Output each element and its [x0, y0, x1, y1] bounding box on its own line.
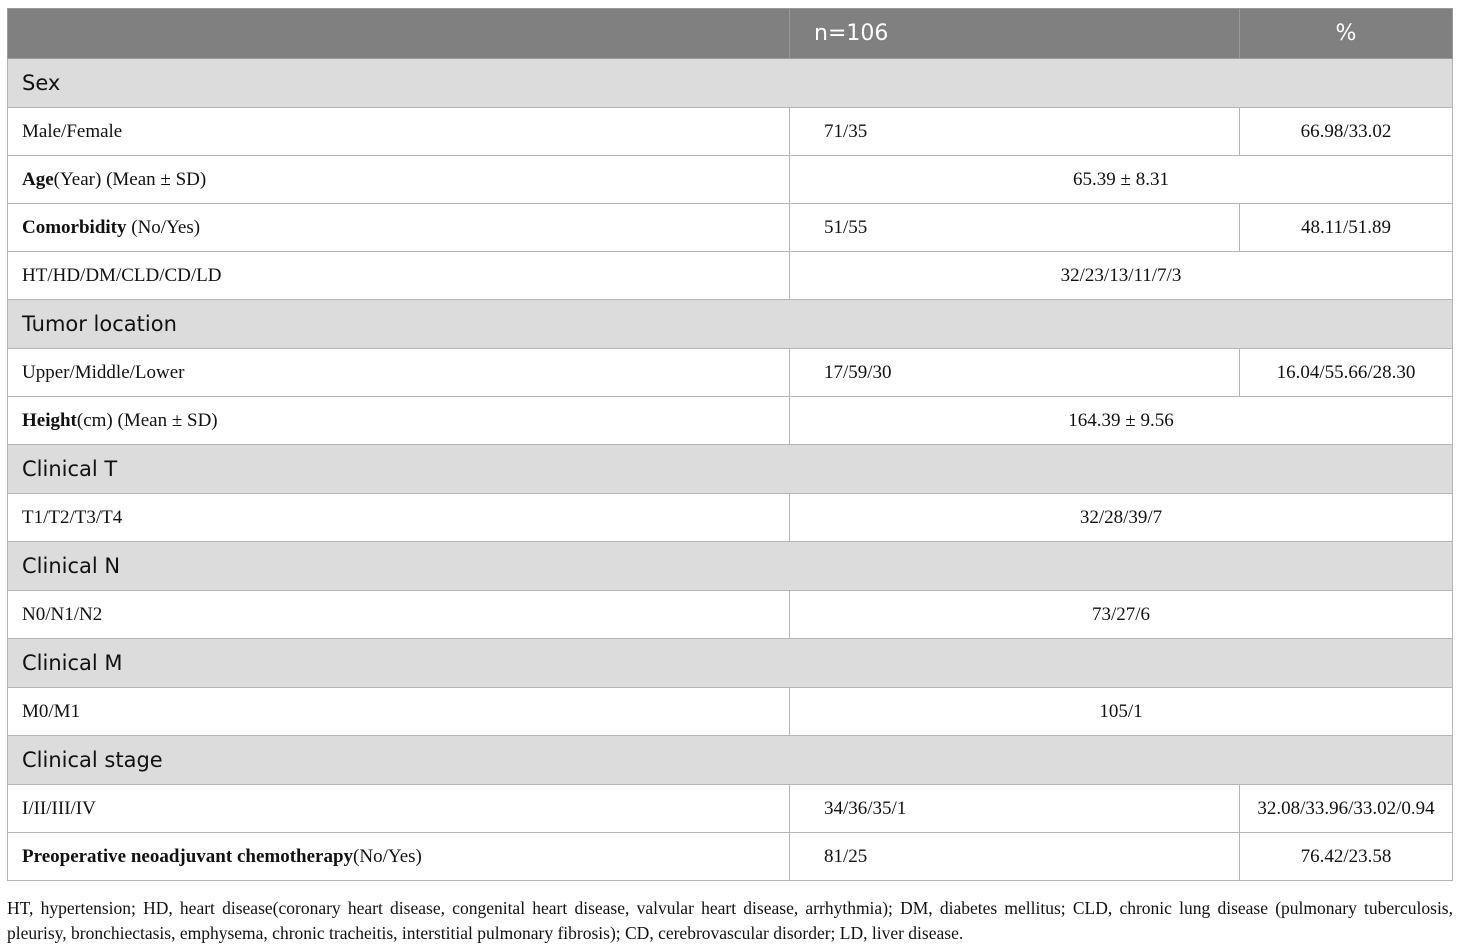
row-label-cell: N0/N1/N2 — [8, 591, 790, 639]
merged-value-cell: 32/28/39/7 — [790, 494, 1453, 542]
table-row — [8, 494, 1453, 542]
header-label-cell — [8, 9, 790, 59]
table-row — [8, 349, 1453, 397]
count-cell: 71/35 — [790, 108, 1240, 156]
section-row — [8, 639, 1453, 688]
percent-cell: 76.42/23.58 — [1240, 833, 1453, 881]
row-label-cell — [8, 833, 790, 881]
section-heading: Sex — [8, 59, 1453, 108]
row-label-bold: Preoperative neoadjuvant chemotherapy — [22, 845, 354, 867]
table-row — [8, 833, 1453, 881]
table-header-row — [8, 9, 1453, 59]
row-label-rest: (Year) (Mean ± SD) — [53, 168, 207, 190]
percent-cell: 66.98/33.02 — [1240, 108, 1453, 156]
row-label-bold: Height — [22, 409, 77, 431]
table-body — [8, 9, 1453, 881]
count-cell: 51/55 — [790, 204, 1240, 252]
table-row — [8, 156, 1453, 204]
section-row — [8, 59, 1453, 108]
merged-value-cell: 164.39 ± 9.56 — [790, 397, 1453, 445]
section-row — [8, 445, 1453, 494]
percent-cell: 48.11/51.89 — [1240, 204, 1453, 252]
count-cell: 17/59/30 — [790, 349, 1240, 397]
count-cell: 34/36/35/1 — [790, 785, 1240, 833]
merged-value-cell: 32/23/13/11/7/3 — [790, 252, 1453, 300]
row-label-rest: (cm) (Mean ± SD) — [76, 409, 218, 431]
header-n-cell: n=106 — [790, 9, 1240, 59]
characteristics-table — [7, 8, 1453, 881]
section-row — [8, 736, 1453, 785]
percent-cell: 32.08/33.96/33.02/0.94 — [1240, 785, 1453, 833]
merged-value-cell: 105/1 — [790, 688, 1453, 736]
table-row — [8, 204, 1453, 252]
row-label-cell — [8, 156, 790, 204]
row-label-cell: Upper/Middle/Lower — [8, 349, 790, 397]
table-row — [8, 252, 1453, 300]
row-label-bold: Age — [22, 168, 54, 190]
section-heading: Clinical N — [8, 542, 1453, 591]
header-percent-cell: % — [1240, 9, 1453, 59]
row-label-cell: T1/T2/T3/T4 — [8, 494, 790, 542]
table-row — [8, 397, 1453, 445]
row-label-cell: HT/HD/DM/CLD/CD/LD — [8, 252, 790, 300]
table-row — [8, 591, 1453, 639]
table-footnote: HT, hypertension; HD, heart disease(coronary heart disease, congenital heart disease, valvular heart disease, arrhythmia); DM, diabetes mellitus; CLD, chronic lung disease (pulmonary tuberculosis, pleurisy, bronchiectasis, emphysema, chronic tracheitis, interstitial pulmonary fibrosis); CD, cerebrovascular disorder; LD, liver disease. — [7, 898, 1453, 943]
section-heading: Clinical stage — [8, 736, 1453, 785]
table-row — [8, 785, 1453, 833]
row-label-rest: (No/Yes) — [126, 216, 201, 238]
percent-cell: 16.04/55.66/28.30 — [1240, 349, 1453, 397]
table-row — [8, 108, 1453, 156]
row-label-rest: (No/Yes) — [353, 845, 422, 867]
merged-value-cell: 65.39 ± 8.31 — [790, 156, 1453, 204]
count-cell: 81/25 — [790, 833, 1240, 881]
section-heading: Clinical M — [8, 639, 1453, 688]
row-label-cell: M0/M1 — [8, 688, 790, 736]
section-heading: Tumor location — [8, 300, 1453, 349]
row-label-cell — [8, 397, 790, 445]
section-heading: Clinical T — [8, 445, 1453, 494]
section-row — [8, 300, 1453, 349]
merged-value-cell: 73/27/6 — [790, 591, 1453, 639]
row-label-bold: Comorbidity — [22, 216, 127, 238]
section-row — [8, 542, 1453, 591]
table-row — [8, 688, 1453, 736]
row-label-cell: I/II/III/IV — [8, 785, 790, 833]
row-label-cell: Male/Female — [8, 108, 790, 156]
row-label-cell — [8, 204, 790, 252]
